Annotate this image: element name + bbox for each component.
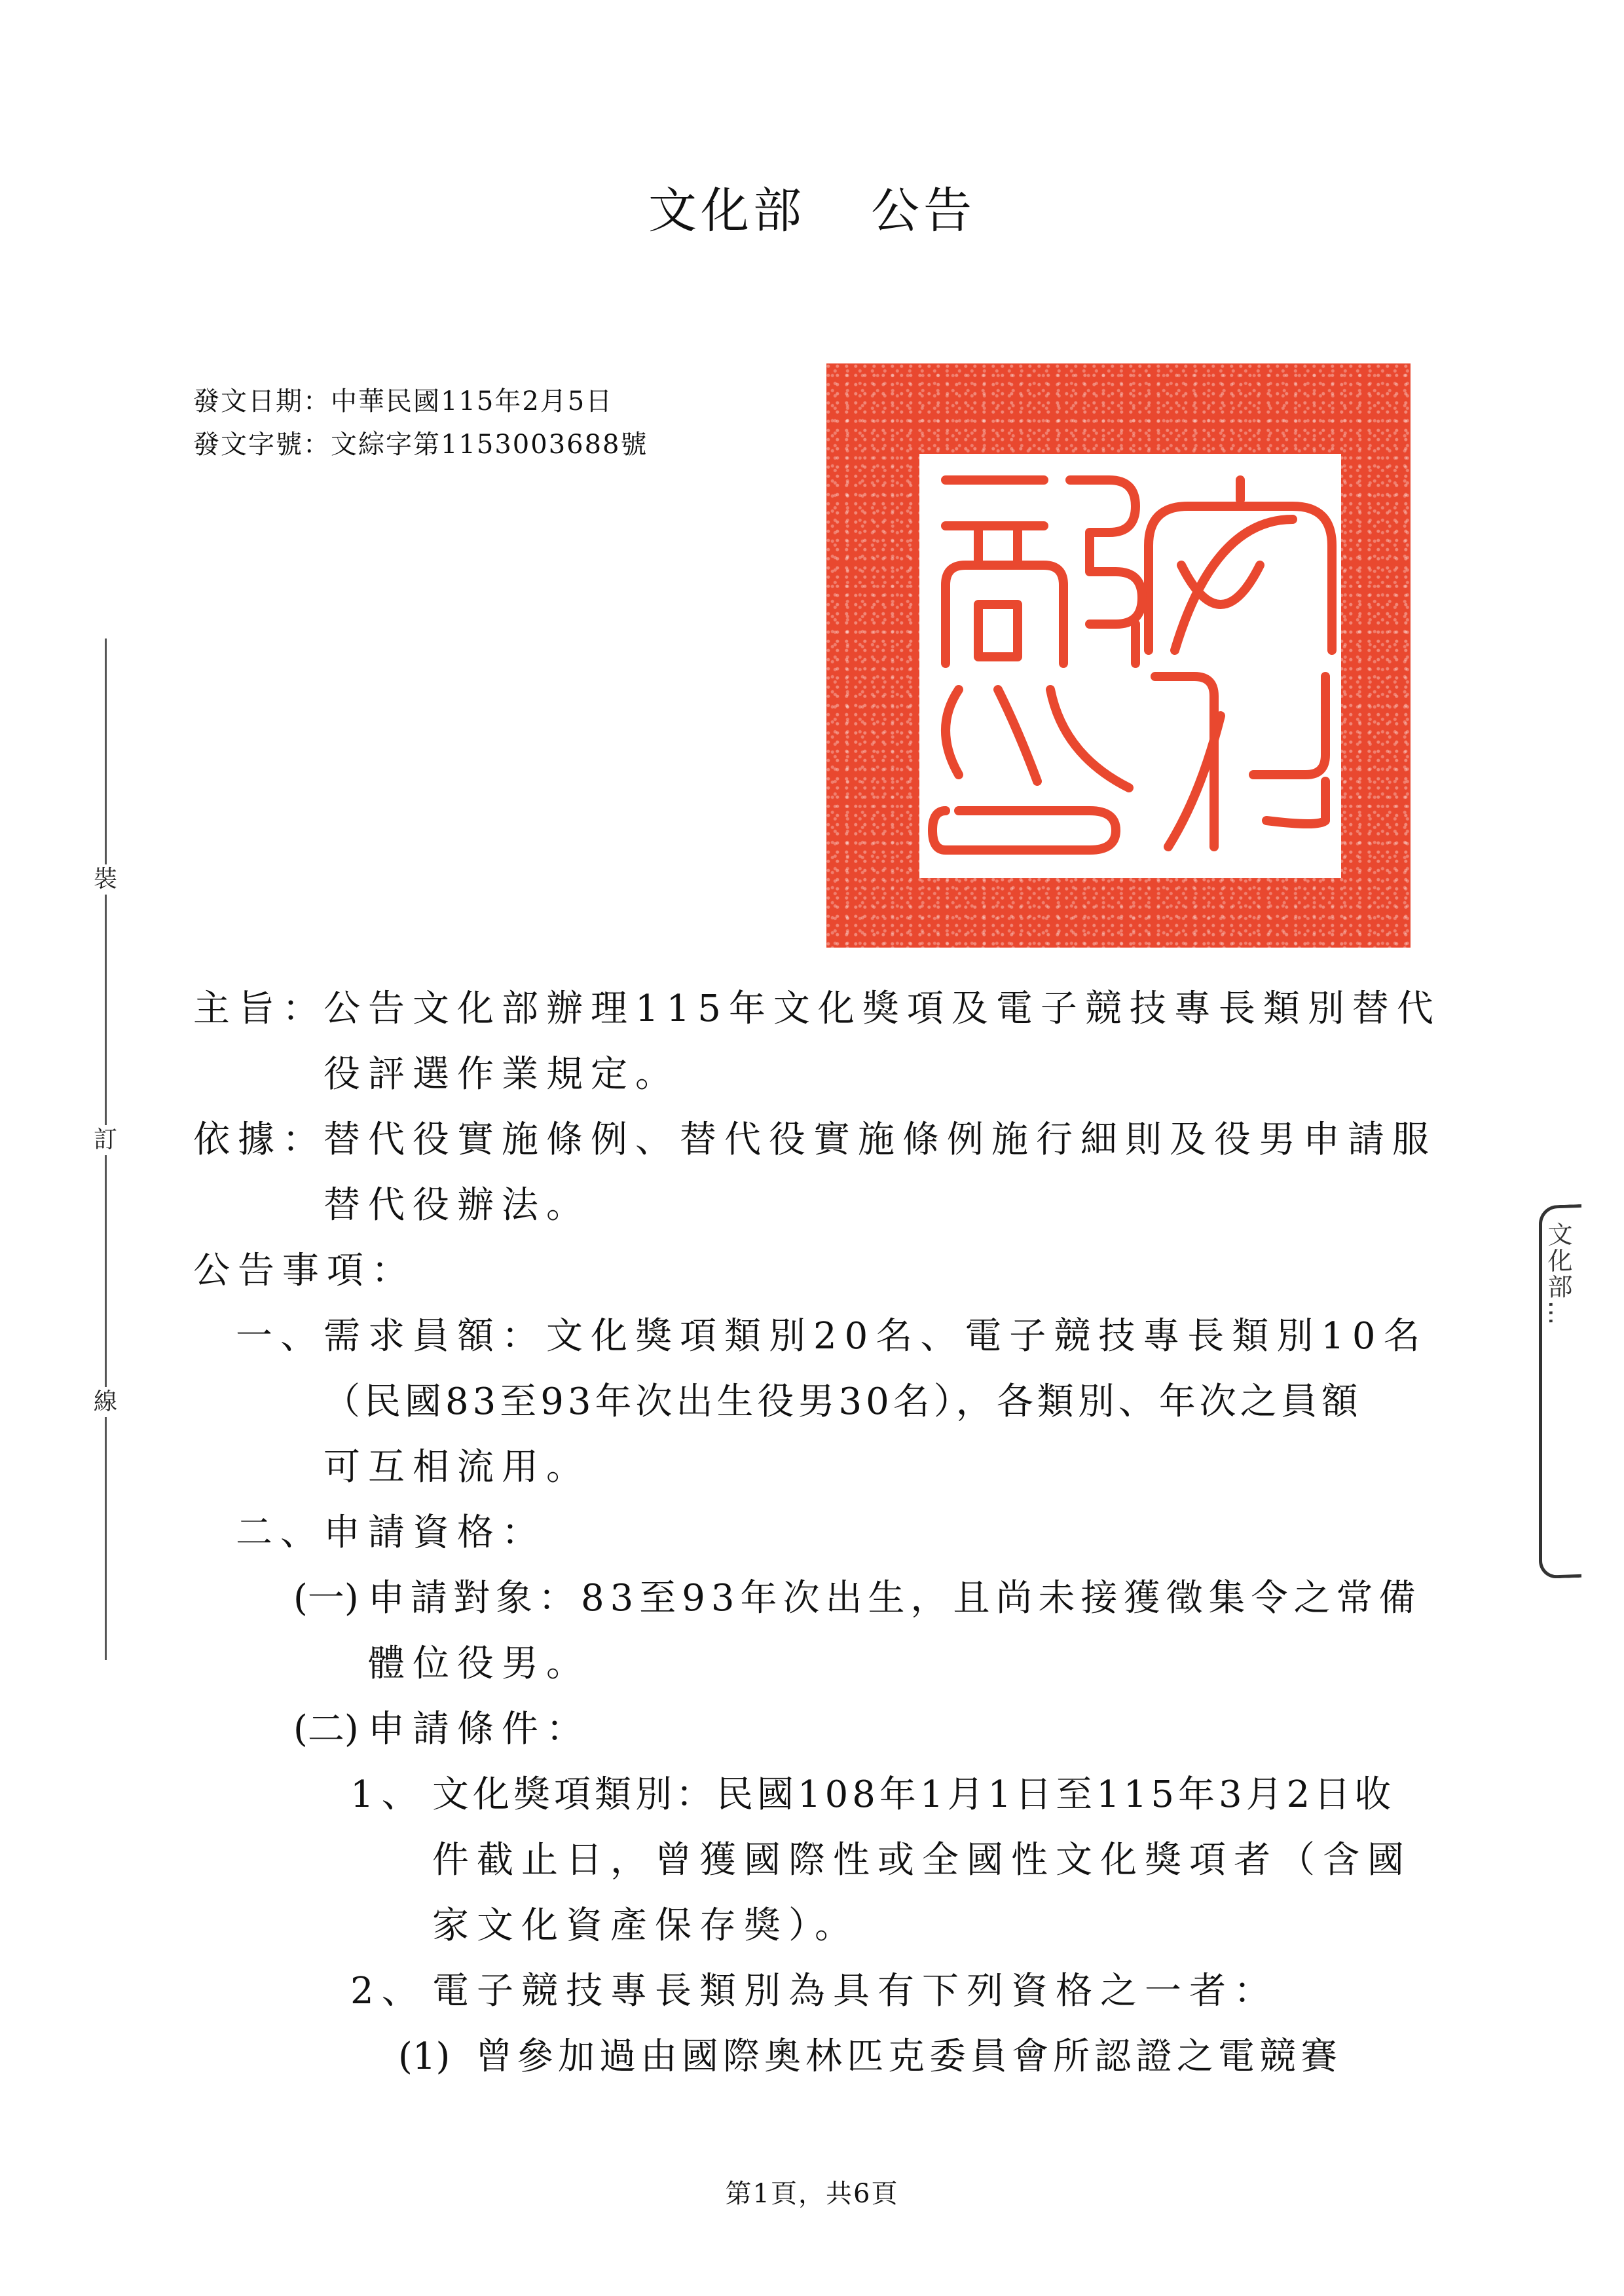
item2-sub1-line-2: 體位役男。 — [368, 1642, 591, 1685]
seal-field — [919, 454, 1341, 878]
point2-marker: 2、 — [350, 1970, 426, 2012]
item1-line-3: 可互相流用。 — [323, 1446, 591, 1489]
point2-sub1-line-1: 曾參加過由國際奧林匹克委員會所認證之電競賽 — [475, 2035, 1342, 2078]
item1-marker: 一、 — [236, 1315, 325, 1358]
issue-date-value: 中華民國115年2月5日 — [331, 386, 614, 417]
page-title — [0, 183, 1624, 239]
item2-heading: 申請資格： — [323, 1511, 546, 1554]
point1-line-3: 家文化資產保存獎）。 — [432, 1904, 859, 1947]
title-org: 文化部 — [648, 183, 805, 239]
doc-number-value: 文綜字第1153003688號 — [331, 430, 648, 460]
item1-line-1: 需求員額：文化獎項類別20名、電子競技專長類別10名 — [323, 1315, 1428, 1358]
doc-number-row — [193, 423, 648, 466]
basis-label: 依據： — [193, 1119, 327, 1161]
document-meta — [193, 380, 648, 466]
binding-char-xian: 線 — [90, 1387, 120, 1417]
subject-line-1: 公告文化部辦理115年文化獎項及電子競技專長類別替代 — [323, 988, 1441, 1030]
item2-sub2-heading: 申請條件： — [368, 1708, 591, 1750]
point2-sub1-marker: (1) — [398, 2035, 451, 2078]
page-number: 第1頁，共6頁 — [725, 2179, 899, 2209]
issue-date-label: 發文日期： — [193, 386, 331, 417]
item1-line-2: （民國83至93年次出生役男30名），各類別、年次之員額 — [323, 1380, 1362, 1423]
point1-marker: 1、 — [350, 1773, 426, 1816]
basis-line-2: 替代役辦法。 — [323, 1184, 591, 1227]
item2-marker: 二、 — [236, 1511, 325, 1554]
point1-line-2: 件截止日，曾獲國際性或全國性文化獎項者（含國 — [432, 1839, 1412, 1881]
item2-sub1-marker: (一) — [293, 1577, 359, 1620]
title-type: 公告 — [871, 183, 976, 239]
edge-stamp — [1539, 1204, 1581, 1579]
seal-glyphs-icon — [919, 454, 1341, 878]
point2-line-1: 電子競技專長類別為具有下列資格之一者： — [432, 1970, 1278, 2012]
basis-line-1: 替代役實施條例、替代役實施條例施行細則及役男申請服 — [323, 1119, 1437, 1161]
item2-sub1-line-1: 申請對象：83至93年次出生，且尚未接獲徵集令之常備 — [368, 1577, 1422, 1620]
point1-line-1: 文化獎項類別：民國108年1月1日至115年3月2日收 — [432, 1773, 1395, 1816]
binding-char-ding: 訂 — [90, 1125, 120, 1155]
subject-label: 主旨： — [193, 988, 327, 1030]
items-heading: 公告事項： — [193, 1250, 416, 1292]
subject-line-2: 役評選作業規定。 — [323, 1053, 680, 1096]
doc-number-label: 發文字號： — [193, 430, 331, 460]
binding-char-zhuang: 裝 — [90, 864, 120, 895]
issue-date-row — [193, 380, 648, 423]
edge-stamp-text: 文化部… — [1543, 1221, 1572, 1327]
official-seal — [826, 363, 1411, 948]
item2-sub2-marker: (二) — [293, 1708, 359, 1750]
